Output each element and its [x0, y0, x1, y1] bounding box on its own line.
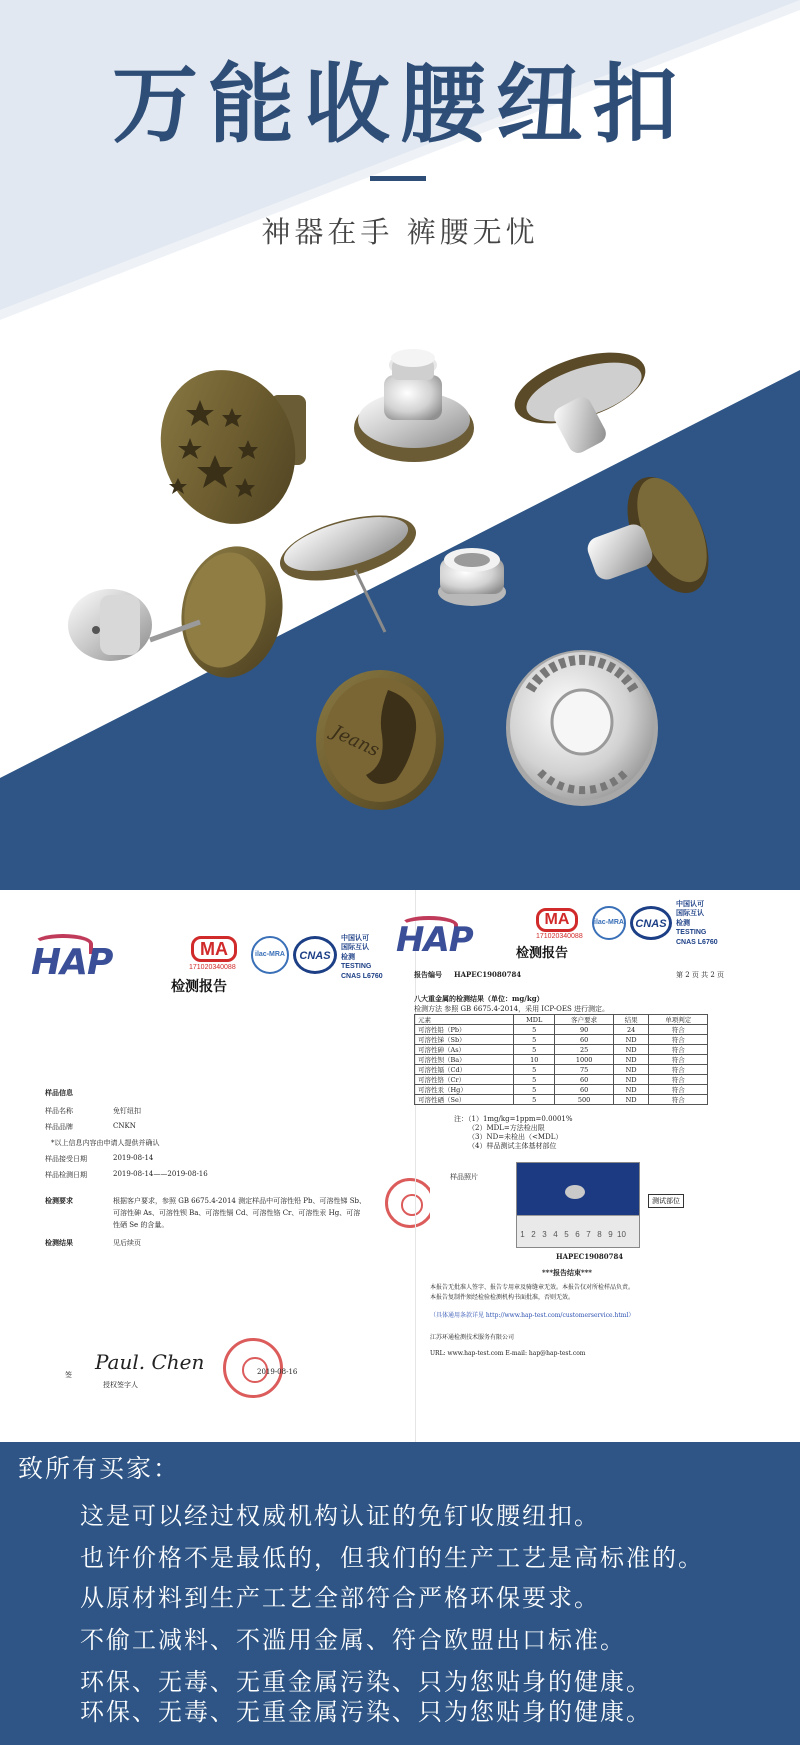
notice-line-5: 环保、无毒、无重金属污染、只为您贴身的健康。 [80, 1668, 652, 1696]
silver-perfect-fit-button-image [506, 650, 658, 806]
test-reports-section [0, 890, 800, 1442]
signature-date: 2019-08-16 [257, 1368, 298, 1376]
footer-contact: URL: www.hap-test.com E-mail: hap@hap-test.com [430, 1350, 586, 1357]
sample-brand-label: 样品品牌 [45, 1123, 73, 1131]
notice-line-3: 从原材料到生产工艺全部符合严格环保要求。 [80, 1584, 600, 1612]
notice-line-2: 也许价格不是最低的，但我们的生产工艺是高标准的。 [80, 1544, 704, 1572]
ilac-mra-badge: ilac-MRA [251, 936, 289, 974]
notice-line-4: 不偷工减料、不滥用金属、符合欧盟出口标准。 [80, 1626, 626, 1654]
sample-received-value: 2019-08-14 [113, 1154, 154, 1162]
test-location-note: 测试部位 [648, 1194, 684, 1208]
report-end-mark: ***报告结束*** [542, 1268, 592, 1277]
table-row: 可溶性钡（Ba） 10 1000 ND 符合 [415, 1055, 708, 1065]
test-requirement-text-2: 可溶性砷 As、可溶性钡 Ba、可溶性镉 Cd、可溶性铬 Cr、可溶性汞 Hg、可溶 [113, 1209, 361, 1217]
bronze-star-button-image [141, 352, 315, 541]
table-note-4: （4）样品测试主体基材部位 [468, 1142, 557, 1150]
notice-line-1: 这是可以经过权威机构认证的免钉收腰纽扣。 [80, 1502, 600, 1530]
authorized-signature: Paul. Chen [95, 1350, 205, 1374]
footer-line-1: 本报告无批准人签字、报告专用章及骑缝章无效。本报告仅对所检样品负责。 [430, 1284, 635, 1291]
buyer-notice-section [0, 1442, 800, 1745]
heavy-metal-results-table [414, 1014, 708, 1105]
svg-text:Jeans: Jeans [328, 721, 383, 762]
hap-logo: HAP [396, 920, 473, 960]
hap-logo: HAP [31, 942, 113, 983]
cnas-text-block: 中国认可 国际互认 检测 TESTING CNAS L6760 [341, 935, 383, 980]
sample-tested-value: 2019-08-14——2019-08-16 [113, 1170, 208, 1178]
test-requirement-text-3: 性硒 Se 的含量。 [113, 1221, 169, 1229]
cma-cert-code: 171020340088 [189, 964, 236, 971]
silver-back-piece-image [68, 589, 152, 661]
sample-photo [516, 1162, 640, 1248]
table-note-3: （3）ND=未检出（<MDL） [468, 1133, 563, 1141]
signature-role: 授权签字人 [103, 1381, 138, 1389]
sample-photo-label: 样品照片 [450, 1173, 478, 1181]
measurement-ruler: 1 2 3 4 5 6 7 8 9 10 [517, 1215, 639, 1247]
sample-tested-label: 样品检测日期 [45, 1171, 87, 1179]
ilac-mra-badge: ilac-MRA [592, 906, 626, 940]
sample-name-value: 免钉纽扣 [113, 1107, 141, 1115]
cnas-badge: CNAS [293, 936, 337, 974]
cma-cert-badge: MA [191, 936, 237, 962]
heavy-metal-section-title: 八大重金属的检测结果（单位：mg/kg） [414, 994, 544, 1003]
page-indicator: 第 2 页 共 2 页 [676, 971, 725, 979]
table-note-1: 注：（1）1mg/kg=1ppm=0.0001% [454, 1115, 573, 1123]
table-row: 可溶性砷（As） 5 25 ND 符合 [415, 1045, 708, 1055]
table-row: 可溶性硒（Se） 5 500 ND 符合 [415, 1095, 708, 1105]
test-report-cover [15, 928, 407, 1433]
test-result-value: 见后续页 [113, 1239, 141, 1247]
hero-subtitle: 神器在手 裤腰无忧 [261, 215, 539, 249]
official-stamp-edge [385, 1178, 435, 1228]
notice-line-6: 环保、无毒、无重金属污染、只为您贴身的健康。 [80, 1698, 652, 1726]
sample-info-note: *以上信息内容由申请人提供并确认 [51, 1139, 160, 1147]
cma-cert-badge: MA [536, 908, 578, 932]
cma-cert-code: 171020340088 [536, 933, 583, 940]
cnas-text-block: 中国认可 国际互认 检测 TESTING CNAS L6760 [676, 901, 718, 946]
table-row: 可溶性汞（Hg） 5 60 ND 符合 [415, 1085, 708, 1095]
table-row: 可溶性铬（Cr） 5 60 ND 符合 [415, 1075, 708, 1085]
footer-line-2: 本报告复制件须经检验检测机构书面批准，否则无效。 [430, 1294, 575, 1301]
table-row: 可溶性锑（Sb） 5 60 ND 符合 [415, 1035, 708, 1045]
footer-company: 江苏环通检测技术服务有限公司 [430, 1334, 515, 1341]
footer-link[interactable]: （具体通用条款详见 http://www.hap-test.com/customerservice.html） [430, 1312, 635, 1319]
sample-brand-value: CNKN [113, 1122, 136, 1130]
photo-caption: HAPEC19080784 [556, 1252, 624, 1261]
test-requirement-text-1: 根据客户要求，参照 GB 6675.4-2014 测定样品中可溶性铅 Pb、可溶性锑 Sb、 [113, 1197, 367, 1205]
sample-button-icon [565, 1185, 585, 1199]
hero-title: 万能收腰纽扣 [112, 55, 688, 155]
bronze-side-button-image [506, 338, 654, 456]
bronze-jeans-button-image [316, 670, 444, 810]
table-row: 可溶性铅（Pb） 5 90 24 符合 [415, 1025, 708, 1035]
signature-prefix: 签 [65, 1371, 72, 1379]
table-note-2: （2）MDL=方法检出限 [468, 1124, 545, 1132]
test-result-label: 检测结果 [45, 1238, 73, 1247]
hero-title-underline [370, 176, 426, 181]
silver-pin-image [354, 349, 474, 462]
buyer-greeting: 致所有买家： [18, 1454, 181, 1483]
cnas-badge: CNAS [630, 906, 672, 940]
report-title: 检测报告 [516, 946, 569, 961]
silver-cap-image [438, 548, 506, 606]
test-method: 检测方法 参照 GB 6675.4-2014，采用 ICP-OES 进行测定。 [414, 1005, 609, 1013]
report-number-label: 报告编号 [414, 970, 442, 979]
sample-received-label: 样品接受日期 [45, 1155, 87, 1163]
sample-info-heading: 样品信息 [45, 1088, 73, 1097]
test-requirement-label: 检测要求 [45, 1196, 73, 1205]
sample-name-label: 样品名称 [45, 1107, 73, 1115]
table-row: 可溶性镉（Cd） 5 75 ND 符合 [415, 1065, 708, 1075]
table-header-row: 元素 MDL 客户要求 结果 单项判定 [415, 1015, 708, 1025]
test-report-results-page [396, 890, 800, 1442]
report-title: 检测报告 [171, 979, 227, 995]
report-number: HAPEC19080784 [454, 970, 522, 979]
